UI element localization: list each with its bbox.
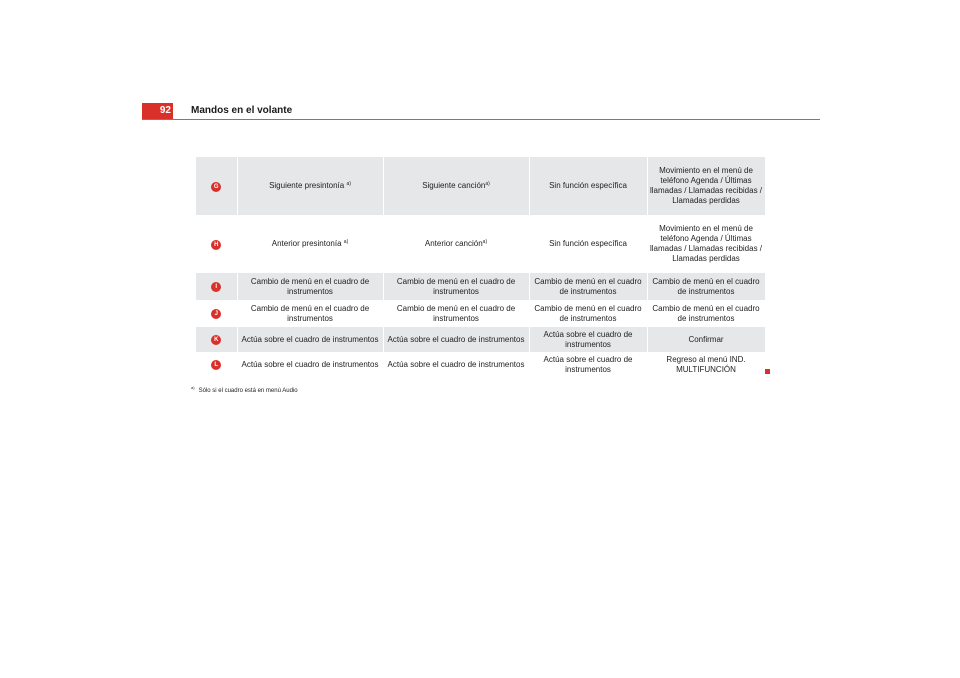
row-label-cell	[196, 327, 237, 352]
table-row	[196, 327, 765, 352]
table-cell: Actúa sobre el cuadro de instrumentos	[529, 327, 647, 352]
page-number: 92	[142, 103, 173, 119]
footnote	[191, 383, 298, 396]
table-cell: Sin función específica	[529, 215, 647, 273]
table-cell: Siguiente presintonía $^{a)}$	[237, 157, 383, 215]
button-g-icon: G	[211, 182, 221, 192]
row-label-cell	[196, 157, 237, 215]
table-cell: Cambio de menú en el cuadro de instrumentos	[383, 273, 529, 300]
row-label-cell	[196, 273, 237, 300]
steering-controls-table	[196, 157, 766, 377]
table-cell: Confirmar	[647, 327, 765, 352]
row-label-cell	[196, 215, 237, 273]
page-header	[142, 103, 820, 120]
table-cell: Actúa sobre el cuadro de instrumentos	[383, 327, 529, 352]
table-cell: Cambio de menú en el cuadro de instrumentos	[237, 273, 383, 300]
table-cell: Actúa sobre el cuadro de instrumentos	[529, 352, 647, 377]
table-row	[196, 352, 765, 377]
table-cell: Movimiento en el menú de teléfono Agenda / Últimas llamadas / Llamadas recibidas / Llamadas perdidas	[647, 157, 765, 215]
section-title: Mandos en el volante	[191, 105, 293, 116]
footnote-ref: a)	[346, 181, 351, 187]
button-j-icon: J	[211, 309, 221, 319]
table-cell: Anterior canción$^{a)}$	[383, 215, 529, 273]
table-cell: Actúa sobre el cuadro de instrumentos	[237, 352, 383, 377]
table-cell: Regreso al menú IND. MULTIFUNCIÓN	[647, 352, 765, 377]
footnote-ref: a)	[485, 181, 490, 187]
footnote-text: Sólo si el cuadro está en menú Audio	[198, 388, 298, 394]
button-h-icon: H	[211, 240, 221, 250]
table-cell: Cambio de menú en el cuadro de instrumentos	[529, 273, 647, 300]
button-i-icon: I	[211, 282, 221, 292]
button-l-icon: L	[211, 360, 221, 370]
footnote-mark: a)	[191, 385, 195, 390]
table-cell: Actúa sobre el cuadro de instrumentos	[383, 352, 529, 377]
table-row	[196, 157, 765, 215]
table-cell: Siguiente canción$^{a)}$	[383, 157, 529, 215]
table-cell: Cambio de menú en el cuadro de instrumentos	[237, 300, 383, 327]
table-cell: Anterior presintonía $^{a)}$	[237, 215, 383, 273]
table-cell: Sin función específica	[529, 157, 647, 215]
row-label-cell	[196, 352, 237, 377]
footnote-ref: a)	[343, 239, 349, 245]
table-cell: Cambio de menú en el cuadro de instrumentos	[383, 300, 529, 327]
table-row	[196, 215, 765, 273]
table-cell: Cambio de menú en el cuadro de instrumentos	[647, 300, 765, 327]
table-cell: Cambio de menú en el cuadro de instrumentos	[529, 300, 647, 327]
table-row	[196, 273, 765, 300]
footnote-ref: a)	[482, 239, 488, 245]
table-cell: Cambio de menú en el cuadro de instrumentos	[647, 273, 765, 300]
table-row	[196, 300, 765, 327]
row-label-cell	[196, 300, 237, 327]
button-k-icon: K	[211, 335, 221, 345]
section-end-marker	[765, 369, 770, 374]
table-cell: Actúa sobre el cuadro de instrumentos	[237, 327, 383, 352]
table-cell: Movimiento en el menú de teléfono Agenda / Últimas llamadas / Llamadas recibidas / Llamadas perdidas	[647, 215, 765, 273]
